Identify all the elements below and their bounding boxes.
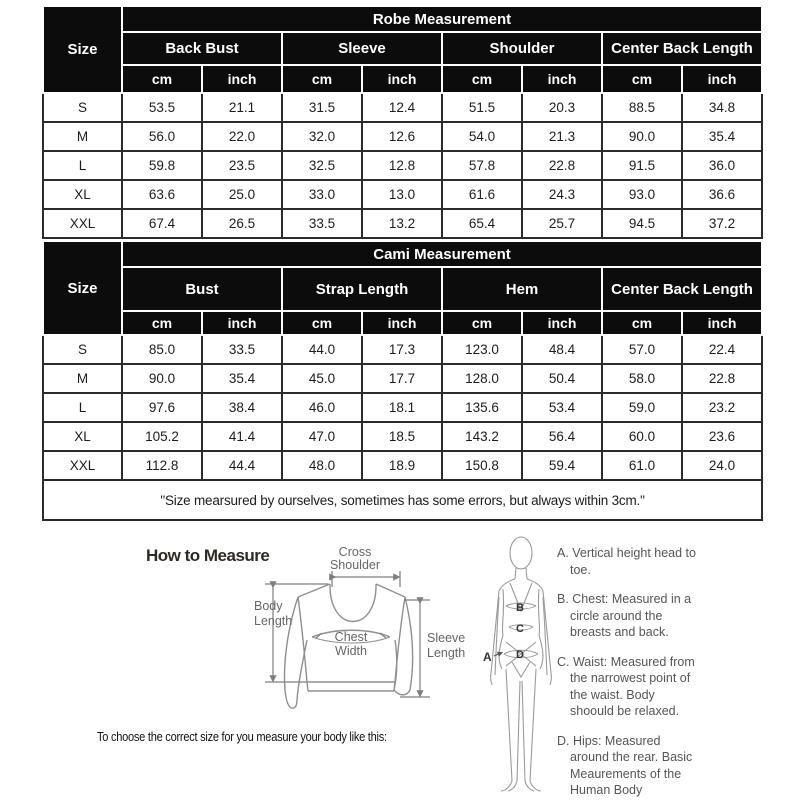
measurement-cell: 34.8 [682,93,762,122]
measurement-cell: 63.6 [122,180,202,209]
cami-table-title: Cami Measurement [122,241,762,267]
measurement-cell: 44.4 [202,451,282,480]
unit-header-inch: inch [522,65,602,93]
measurement-cell: 90.0 [122,364,202,393]
measurement-cell: 23.2 [682,393,762,422]
measurement-cell: 48.0 [282,451,362,480]
unit-header-cm: cm [282,311,362,335]
measurement-cell: 53.5 [122,93,202,122]
measurement-cell: 17.3 [362,335,442,364]
chest-width-label: Chest [334,630,368,644]
measurement-cell: 94.5 [602,209,682,238]
measurement-cell: 20.3 [522,93,602,122]
column-group-center-back-length: Center Back Length [602,32,762,65]
measurement-cell: 18.1 [362,393,442,422]
table-row [43,393,762,422]
size-cell: S [43,93,122,122]
measurement-cell: 59.4 [522,451,602,480]
measurement-cell: 24.3 [522,180,602,209]
measurement-cell: 36.0 [682,151,762,180]
unit-header-inch: inch [362,311,442,335]
measurement-cell: 93.0 [602,180,682,209]
measurement-cell: 59.0 [602,393,682,422]
unit-header-cm: cm [442,65,522,93]
robe-table-title: Robe Measurement [122,6,762,32]
unit-header-cm: cm [122,311,202,335]
choose-size-footer-text: To choose the correct size for you measure your body like this: [97,729,387,744]
measurement-cell: 24.0 [682,451,762,480]
cross-shoulder-label: Shoulder [329,558,381,572]
height-marker: A [483,650,492,664]
column-group-sleeve: Sleeve [282,32,442,65]
measurement-cell: 105.2 [122,422,202,451]
measurement-cell: 143.2 [442,422,522,451]
size-cell: M [43,364,122,393]
unit-header-inch: inch [362,65,442,93]
size-cell: L [43,393,122,422]
measurement-cell: 51.5 [442,93,522,122]
measurement-cell: 65.4 [442,209,522,238]
measurement-cell: 13.0 [362,180,442,209]
measurement-cell: 12.8 [362,151,442,180]
measurement-cell: 32.5 [282,151,362,180]
measurement-cell: 90.0 [602,122,682,151]
column-group-hem: Hem [442,267,602,311]
measurement-cell: 53.4 [522,393,602,422]
unit-header-cm: cm [602,65,682,93]
size-column-header: Size [43,241,122,335]
sleeve-length-label: Sleeve [427,631,466,645]
size-cell: XL [43,180,122,209]
measurement-cell: 22.8 [682,364,762,393]
measurement-cell: 12.6 [362,122,442,151]
measure-instructions [557,545,699,800]
unit-header-inch: inch [202,65,282,93]
cami-measurement-table [42,240,763,521]
measurement-cell: 56.0 [122,122,202,151]
table-row [43,93,762,122]
table-row [43,335,762,364]
table-row [43,122,762,151]
measurement-cell: 41.4 [202,422,282,451]
column-group-back-bust: Back Bust [122,32,282,65]
unit-header-inch: inch [682,65,762,93]
measurement-cell: 48.4 [522,335,602,364]
measurement-cell: 25.7 [522,209,602,238]
measurement-cell: 22.0 [202,122,282,151]
table-row [43,151,762,180]
measurement-cell: 25.0 [202,180,282,209]
measurement-cell: 123.0 [442,335,522,364]
measurement-cell: 91.5 [602,151,682,180]
measurement-cell: 33.5 [202,335,282,364]
unit-header-cm: cm [442,311,522,335]
measurement-cell: 35.4 [682,122,762,151]
measurement-cell: 112.8 [122,451,202,480]
measurement-cell: 26.5 [202,209,282,238]
body-figure-sketch [482,535,568,797]
garment-measure-sketch [250,540,482,732]
measurement-cell: 21.1 [202,93,282,122]
chest-marker: B [516,602,524,614]
size-column-header: Size [43,6,122,93]
table-row [43,422,762,451]
unit-header-inch: inch [682,311,762,335]
measurement-cell: 85.0 [122,335,202,364]
measurement-cell: 23.5 [202,151,282,180]
waist-marker: C [516,623,524,635]
measurement-cell: 23.6 [682,422,762,451]
measurement-cell: 128.0 [442,364,522,393]
measurement-cell: 35.4 [202,364,282,393]
column-group-shoulder: Shoulder [442,32,602,65]
measurement-cell: 18.9 [362,451,442,480]
measurement-cell: 57.8 [442,151,522,180]
measurement-cell: 58.0 [602,364,682,393]
measurement-cell: 22.4 [682,335,762,364]
measurement-cell: 60.0 [602,422,682,451]
instruction-item-d: D. Hips: Measured around the rear. Basic Meaurements of the Human Body [557,733,693,797]
measurement-cell: 97.6 [122,393,202,422]
size-cell: L [43,151,122,180]
measurement-cell: 45.0 [282,364,362,393]
measurement-cell: 46.0 [282,393,362,422]
measurement-cell: 21.3 [522,122,602,151]
table-row [43,451,762,480]
measurement-cell: 31.5 [282,93,362,122]
unit-header-inch: inch [522,311,602,335]
measurement-cell: 67.4 [122,209,202,238]
chest-width-label: Width [335,644,367,658]
measurement-cell: 32.0 [282,122,362,151]
measurement-cell: 61.0 [602,451,682,480]
measurement-cell: 18.5 [362,422,442,451]
measurement-cell: 36.6 [682,180,762,209]
size-cell: M [43,122,122,151]
measurement-disclaimer-note: "Size mearsured by ourselves, sometimes has some errors, but always within 3cm." [43,480,762,520]
measurement-cell: 37.2 [682,209,762,238]
measurement-cell: 61.6 [442,180,522,209]
measurement-cell: 47.0 [282,422,362,451]
size-cell: XXL [43,451,122,480]
sleeve-length-label: Length [427,646,466,660]
measurement-cell: 54.0 [442,122,522,151]
measurement-cell: 33.0 [282,180,362,209]
measurement-cell: 17.7 [362,364,442,393]
measurement-cell: 135.6 [442,393,522,422]
measurement-cell: 38.4 [202,393,282,422]
robe-measurement-table [42,5,763,239]
measurement-cell: 50.4 [522,364,602,393]
body-length-label: Length [254,614,293,628]
measurement-cell: 88.5 [602,93,682,122]
measurement-cell: 33.5 [282,209,362,238]
measurement-cell: 150.8 [442,451,522,480]
column-group-strap-length: Strap Length [282,267,442,311]
measurement-cell: 57.0 [602,335,682,364]
column-group-center-back-length: Center Back Length [602,267,762,311]
table-row [43,209,762,238]
instruction-item-c: C. Waist: Measured from the narrowest point of the waist. Body shoould be relaxed. [557,654,695,718]
instruction-item-b: B. Chest: Measured in a circle around the breasts and back. [557,592,692,639]
measurement-cell: 13.2 [362,209,442,238]
measurement-cell: 56.4 [522,422,602,451]
unit-header-cm: cm [282,65,362,93]
instruction-item-a: A. Vertical height head to toe. [557,546,696,577]
measurement-cell: 59.8 [122,151,202,180]
size-cell: XL [43,422,122,451]
how-to-measure-heading: How to Measure [146,546,270,565]
measurement-cell: 44.0 [282,335,362,364]
table-row [43,364,762,393]
hips-marker: D [516,649,524,661]
size-cell: XXL [43,209,122,238]
column-group-bust: Bust [122,267,282,311]
unit-header-cm: cm [122,65,202,93]
measurement-cell: 22.8 [522,151,602,180]
size-cell: S [43,335,122,364]
table-row [43,180,762,209]
unit-header-inch: inch [202,311,282,335]
body-length-label: Body [254,599,283,613]
unit-header-cm: cm [602,311,682,335]
measurement-cell: 12.4 [362,93,442,122]
cross-shoulder-label: Cross [338,545,372,559]
